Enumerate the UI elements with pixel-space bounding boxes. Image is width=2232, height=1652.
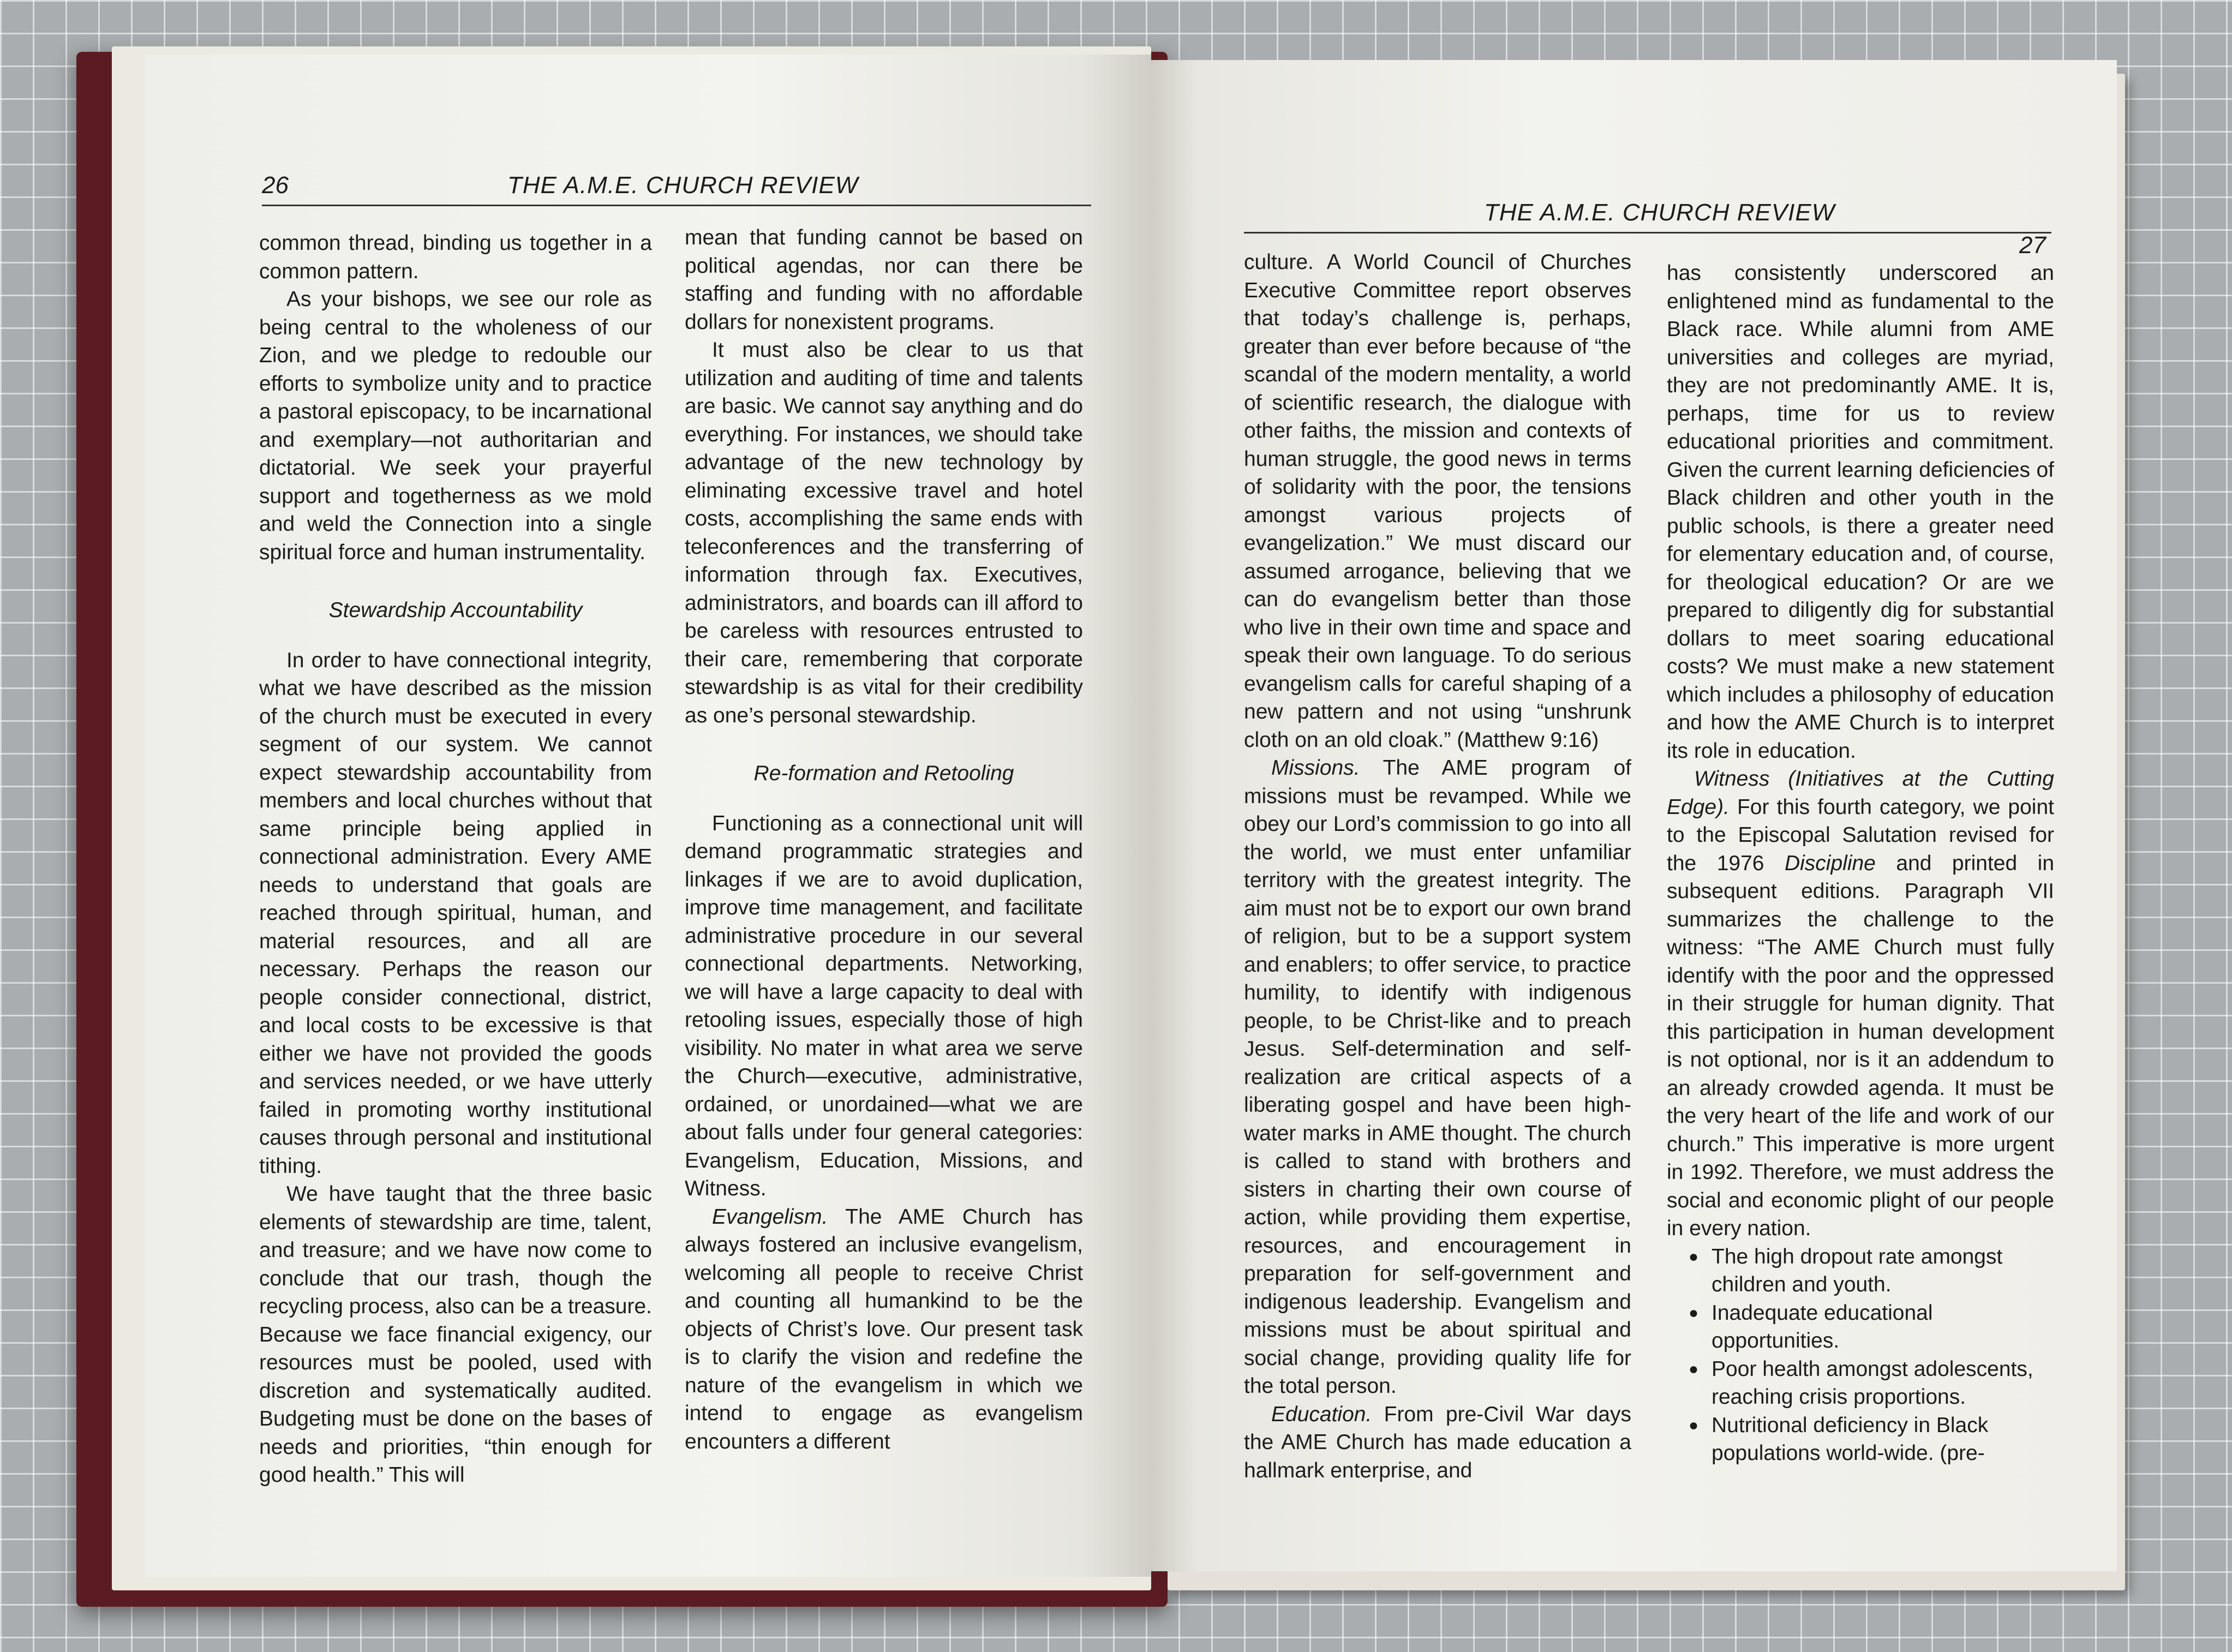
paragraph-text: For this fourth category, we point to the Episcopal Salutation revised for the 1976 <box>1667 795 2054 875</box>
page-number: 26 <box>262 172 289 199</box>
paragraph <box>1244 1400 1631 1485</box>
right-page-column-1 <box>1244 248 1631 1485</box>
running-head-title: THE A.M.E. CHURCH REVIEW <box>507 172 859 199</box>
paragraph-text: The AME Church has always fostered an inclusive evangelism, welcoming all people to receive Christ and counting all humankind to be the objects of Christ’s love. Our present task is to clarify the vision and redefine the nature of the evangelism in which we intend to engage as evangelism encounters a different <box>685 1205 1083 1453</box>
right-running-header <box>1244 194 2051 259</box>
list-item: ● Poor health amongst adolescents, reaching crisis proportions. <box>1689 1355 2054 1411</box>
paragraph: common thread, binding us together in a common pattern. <box>259 231 652 283</box>
paragraph: has consistently underscored an enlightened mind as fundamental to the Black race. While alumni from AME universities and colleges are myriad, they are not predominantly AME. It is, perhaps, time for us to review educational priorities and commitment. Given the current learning deficiencies of Black children and other youth in the public schools, is there a greater need for elementary education and, of course, for theological education? Or are we prepared to diligently dig for substantial dollars to meet soaring educational costs? We must make a new statement which includes a philosophy of education and how the AME Church is to interpret its role in education. <box>1667 261 2054 763</box>
section-heading: Stewardship Accountability <box>328 598 583 622</box>
paragraph-text: The AME program of missions must be revamped. While we obey our Lord’s commission to go into all the world, we must enter unfamiliar territory with the greatest integrity. The aim must not be to export our own brand of religion, but to be a support system and enablers; to offer service, to practice humility, to identify with indigenous people, to be Christ-like and to preach Jesus. Self-determination and self-realization are critical aspects of a liberating gospel and have been high-water marks in AME thought. The church is called to stand with brothers and sisters in charting their own course of action, while providing them expertise, resources, and encouragement in preparation for self-government and indigenous leadership. Evangelism and missions must be about spiritual and social change, providing quality life for the total person. <box>1244 756 1631 1398</box>
paragraph: In order to have connectional integrity, what we have described as the mission of the church must be executed in every segment of our system. We cannot expect stewardship accountability from members and local churches without that same principle being applied in connectional administration. Every AME needs to understand that goals are reached through spiritual, human, and material resources, and all are necessary. Perhaps the reason our people consider connectional, district, and local costs to be excessive is that either we have not provided the goods and services needed, or we have utterly failed in promoting worthy institutional causes through personal and institutional tithing. <box>259 648 652 1178</box>
running-head-title: THE A.M.E. CHURCH REVIEW <box>1484 199 1835 226</box>
bullet-list <box>1667 1243 2054 1468</box>
paragraph <box>1244 754 1631 1400</box>
paragraph-text: From pre-Civil War days the AME Church has made education a hallmark enterprise, and <box>1244 1402 1631 1482</box>
page-number: 27 <box>2019 232 2046 259</box>
left-page-column-1 <box>259 229 652 1489</box>
paragraph <box>1667 765 2054 1243</box>
run-in-heading: Evangelism. <box>712 1205 828 1229</box>
left-running-header <box>262 166 1091 206</box>
paragraph: Functioning as a connectional unit will demand programmatic strategies and linkages if we are to avoid duplication, improve time management, and facilitate administrative procedure in our several connectional departments. Networking, we will have a large capacity to deal with retooling issues, especially those of high visibility. No mater in what area we serve the Church—executive, administrative, ordained, or unordained—what we are about falls under four general categories: Evangelism, Education, Missions, and Witness. <box>685 811 1083 1200</box>
run-in-heading: Missions. <box>1271 756 1360 780</box>
section-heading: Re-formation and Retooling <box>753 762 1014 785</box>
left-page <box>145 55 1151 1577</box>
list-item: ● Nutritional deficiency in Black populations world-wide. (pre- <box>1689 1411 2054 1468</box>
left-page-column-2 <box>685 224 1083 1456</box>
run-in-heading: Witness (Initiatives at the Cutting Edge). <box>1667 767 2054 819</box>
paragraph: culture. A World Council of Churches Executive Committee report observes that today’s challenge is, perhaps, greater than ever before because of “the scandal of the modern mentality, a world of scientific research, the dialogue with other faiths, the mission and contexts of human struggle, the good news in terms of solidarity with the poor, the tensions amongst various projects of evangelization.” We must discard our assumed arrogance, believing that we can do evangelism better than those who live in their own time and space and speak their own language. To do serious evangelism calls for careful shaping of a new pattern and not using “unshrunk cloth on an old cloak.” (Matthew 9:16) <box>1244 250 1631 752</box>
list-item: ● The high dropout rate amongst children and youth. <box>1689 1243 2054 1299</box>
italic-title: Discipline <box>1784 851 1876 875</box>
paragraph: We have taught that the three basic elements of stewardship are time, talent, and treasure; and we have now come to conclude that our trash, though the recycling process, also can be a treasure. Because we face financial exigency, our resources must be pooled, used with discretion and systematically audited. Budgeting must be done on the bases of needs and priorities, “thin enough for good health.” This will <box>259 1182 652 1487</box>
paragraph: As your bishops, we see our role as being central to the wholeness of our Zion, and we pledge to redouble our efforts to symbolize unity and to practice a pastoral episcopacy, to be incarnational and exemplary—not authoritarian and dictatorial. We seek your prayerful support and togetherness as we mold and weld the Connection into a single spiritual force and human instrumentality. <box>259 288 652 564</box>
list-item: ● Inadequate educational opportunities. <box>1689 1299 2054 1355</box>
right-page-column-2 <box>1667 259 2054 1468</box>
paragraph <box>685 1203 1083 1456</box>
paragraph-text: and printed in subsequent editions. Paragraph VII summarizes the challenge to the witness: “The AME Church must fully identify with the poor and the oppressed in their struggle for human dignity. That this participation in human development is not optional, nor is it an addendum to an already crowded agenda. It must be the very heart of the life and work of our church.” This imperative is more urgent in 1992. Therefore, we must address the social and economic plight of our people in every nation. <box>1667 851 2055 1240</box>
paragraph: It must also be clear to us that utilization and auditing of time and talents are basic. We cannot say anything and do everything. For instances, we should take advantage of the new technology by eliminating excessive travel and hotel costs, accomplishing the same ends with teleconferences and the transferring of information through fax. Executives, administrators, and boards can ill afford to be careless with resources entrusted to their care, remembering that corporate stewardship is as vital for their credibility as one’s personal stewardship. <box>685 338 1083 727</box>
right-page <box>1151 60 2117 1571</box>
run-in-heading: Education. <box>1271 1402 1372 1426</box>
paragraph: mean that funding cannot be based on political agendas, nor can there be staffing and funding with no affordable dollars for nonexistent programs. <box>685 226 1083 334</box>
